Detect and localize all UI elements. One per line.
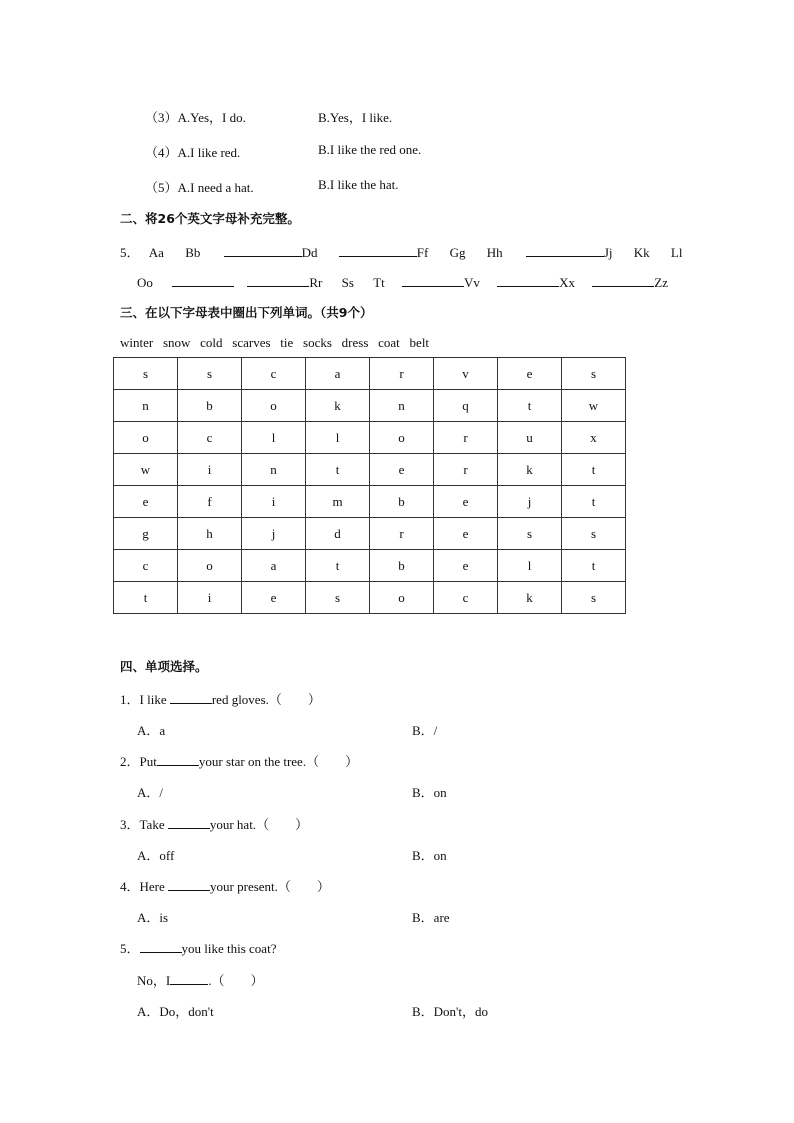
grid-cell[interactable]: a bbox=[306, 358, 370, 390]
question-text: your star on the tree. bbox=[198, 754, 307, 769]
blank-line[interactable] bbox=[247, 273, 309, 287]
grid-row bbox=[114, 390, 626, 422]
grid-cell[interactable]: l bbox=[498, 550, 562, 582]
question-number: 4． bbox=[120, 879, 140, 894]
grid-cell[interactable]: t bbox=[562, 550, 626, 582]
letter-grid bbox=[113, 357, 626, 614]
grid-cell[interactable]: a bbox=[242, 550, 306, 582]
grid-cell[interactable]: b bbox=[370, 550, 434, 582]
question-3 bbox=[120, 814, 308, 833]
prev-option-4a: （4）A.I like red. bbox=[145, 145, 241, 160]
grid-cell[interactable]: m bbox=[306, 486, 370, 518]
grid-cell[interactable]: v bbox=[434, 358, 498, 390]
blank-line[interactable] bbox=[526, 243, 604, 257]
alphabet-line-1 bbox=[120, 242, 682, 261]
question-text: Put bbox=[139, 754, 157, 769]
section2-title: 二、将26个英文字母补充完整。 bbox=[120, 211, 300, 226]
letter-pair: Xx bbox=[559, 275, 576, 290]
prev-option-5a: （5）A.I need a hat. bbox=[145, 180, 254, 195]
grid-cell[interactable]: b bbox=[370, 486, 434, 518]
question-number: 5． bbox=[120, 941, 140, 956]
alphabet-line-2 bbox=[137, 273, 668, 291]
letter-pair: Kk bbox=[633, 245, 650, 260]
letter-pair: Gg bbox=[449, 245, 466, 260]
question-1 bbox=[120, 689, 321, 708]
question-text: No，I bbox=[137, 973, 171, 988]
grid-cell[interactable]: o bbox=[370, 582, 434, 614]
grid-cell[interactable]: c bbox=[178, 422, 242, 454]
grid-row bbox=[114, 454, 626, 486]
grid-cell[interactable]: o bbox=[242, 390, 306, 422]
option-1b: B．/ bbox=[412, 723, 438, 738]
option-5b: B．Don't，do bbox=[412, 1004, 489, 1019]
blank-line[interactable] bbox=[224, 243, 302, 257]
grid-cell[interactable]: i bbox=[178, 582, 242, 614]
grid-cell[interactable]: t bbox=[562, 486, 626, 518]
blank-line[interactable] bbox=[172, 273, 234, 287]
letter-pair: Ll bbox=[670, 245, 683, 260]
question-2 bbox=[120, 751, 358, 770]
grid-cell[interactable]: t bbox=[562, 454, 626, 486]
option-2a: A．/ bbox=[137, 785, 164, 800]
blank-line[interactable] bbox=[497, 273, 559, 287]
grid-cell[interactable]: e bbox=[498, 358, 562, 390]
grid-cell[interactable]: n bbox=[242, 454, 306, 486]
grid-row bbox=[114, 422, 626, 454]
question-text: . bbox=[208, 973, 212, 988]
grid-cell[interactable]: o bbox=[114, 422, 178, 454]
question-number: 1． bbox=[120, 692, 140, 707]
question-number: 2． bbox=[120, 754, 140, 769]
letter-pair: Aa bbox=[148, 245, 164, 260]
blank-line[interactable] bbox=[339, 243, 417, 257]
letter-pair: Ss bbox=[341, 275, 354, 290]
answer-paren[interactable]: （ ） bbox=[268, 692, 321, 707]
grid-cell[interactable]: s bbox=[306, 582, 370, 614]
answer-paren[interactable]: （ ） bbox=[306, 754, 359, 769]
grid-cell[interactable]: f bbox=[178, 486, 242, 518]
word-list: winter snow cold scarves tie socks dress coat belt bbox=[120, 335, 430, 350]
option-3b: B．on bbox=[412, 848, 447, 863]
grid-cell[interactable]: k bbox=[498, 582, 562, 614]
grid-cell[interactable]: t bbox=[306, 550, 370, 582]
section3-title: 三、在以下字母表中圈出下列单词。（共9个） bbox=[120, 305, 373, 320]
grid-cell[interactable]: e bbox=[242, 582, 306, 614]
question-text: Take bbox=[139, 817, 168, 832]
section4-title: 四、单项选择。 bbox=[120, 659, 208, 674]
letter-pair: Bb bbox=[185, 245, 201, 260]
grid-cell[interactable]: s bbox=[498, 518, 562, 550]
grid-cell[interactable]: c bbox=[434, 582, 498, 614]
grid-cell[interactable]: g bbox=[114, 518, 178, 550]
grid-row bbox=[114, 518, 626, 550]
prev-option-4b: B.I like the red one. bbox=[318, 142, 422, 157]
letter-pair: Rr bbox=[309, 275, 323, 290]
grid-cell[interactable]: o bbox=[370, 422, 434, 454]
grid-row bbox=[114, 358, 626, 390]
letter-pair: Oo bbox=[137, 275, 153, 290]
grid-cell[interactable]: e bbox=[370, 454, 434, 486]
grid-cell[interactable]: k bbox=[498, 454, 562, 486]
question-number: 5． bbox=[120, 245, 140, 260]
option-2b: B．on bbox=[412, 785, 447, 800]
prev-option-3b: B.Yes，I like. bbox=[318, 110, 393, 125]
question-4 bbox=[120, 876, 330, 895]
grid-cell[interactable]: t bbox=[114, 582, 178, 614]
letter-pair: Dd bbox=[301, 245, 318, 260]
answer-paren[interactable]: （ ） bbox=[211, 973, 264, 988]
grid-cell[interactable]: n bbox=[370, 390, 434, 422]
answer-blank[interactable] bbox=[140, 939, 182, 953]
answer-paren[interactable]: （ ） bbox=[256, 817, 309, 832]
question-5-line-2 bbox=[137, 970, 263, 989]
answer-paren[interactable]: （ ） bbox=[277, 879, 330, 894]
grid-cell[interactable]: e bbox=[434, 550, 498, 582]
grid-cell[interactable]: e bbox=[434, 486, 498, 518]
grid-cell[interactable]: w bbox=[562, 390, 626, 422]
grid-cell[interactable]: r bbox=[434, 454, 498, 486]
blank-line[interactable] bbox=[402, 273, 464, 287]
grid-cell[interactable]: w bbox=[114, 454, 178, 486]
question-number: 3． bbox=[120, 817, 140, 832]
grid-cell[interactable]: t bbox=[498, 390, 562, 422]
grid-cell[interactable]: e bbox=[114, 486, 178, 518]
grid-cell[interactable]: s bbox=[178, 358, 242, 390]
question-5 bbox=[120, 938, 276, 957]
grid-cell[interactable]: l bbox=[242, 422, 306, 454]
grid-cell[interactable]: s bbox=[562, 518, 626, 550]
option-1a: A．a bbox=[137, 723, 166, 738]
prev-option-5b: B.I like the hat. bbox=[318, 177, 399, 192]
grid-cell[interactable]: e bbox=[434, 518, 498, 550]
question-text: you like this coat? bbox=[181, 941, 277, 956]
grid-cell[interactable]: c bbox=[242, 358, 306, 390]
option-5a: A．Do，don't bbox=[137, 1004, 214, 1019]
grid-cell[interactable]: x bbox=[562, 422, 626, 454]
question-text: red gloves. bbox=[211, 692, 269, 707]
grid-cell[interactable]: u bbox=[498, 422, 562, 454]
grid-cell[interactable]: r bbox=[370, 358, 434, 390]
answer-blank[interactable] bbox=[170, 971, 208, 985]
grid-cell[interactable]: i bbox=[178, 454, 242, 486]
blank-line[interactable] bbox=[592, 273, 654, 287]
grid-cell[interactable]: c bbox=[114, 550, 178, 582]
grid-cell[interactable]: l bbox=[306, 422, 370, 454]
option-4b: B．are bbox=[412, 910, 450, 925]
question-text: your present. bbox=[210, 879, 278, 894]
grid-row bbox=[114, 486, 626, 518]
question-text: Here bbox=[139, 879, 169, 894]
grid-cell[interactable]: h bbox=[178, 518, 242, 550]
prev-option-3a: （3）A.Yes，I do. bbox=[145, 110, 246, 125]
grid-row bbox=[114, 582, 626, 614]
grid-cell[interactable]: s bbox=[562, 582, 626, 614]
grid-cell[interactable]: t bbox=[306, 454, 370, 486]
grid-cell[interactable]: q bbox=[434, 390, 498, 422]
letter-pair: Hh bbox=[486, 245, 503, 260]
grid-cell[interactable]: s bbox=[114, 358, 178, 390]
grid-cell[interactable]: s bbox=[562, 358, 626, 390]
letter-pair: Tt bbox=[373, 275, 385, 290]
option-4a: A．is bbox=[137, 910, 169, 925]
grid-cell[interactable]: b bbox=[178, 390, 242, 422]
grid-cell[interactable]: r bbox=[434, 422, 498, 454]
letter-pair: Jj bbox=[603, 245, 613, 260]
grid-row bbox=[114, 550, 626, 582]
letter-pair: Vv bbox=[464, 275, 480, 290]
answer-blank[interactable] bbox=[170, 690, 212, 704]
letter-pair: Zz bbox=[654, 275, 668, 290]
answer-blank[interactable] bbox=[157, 752, 199, 766]
grid-cell[interactable]: j bbox=[242, 518, 306, 550]
grid-cell[interactable]: k bbox=[306, 390, 370, 422]
grid-cell[interactable]: d bbox=[306, 518, 370, 550]
question-text: I like bbox=[139, 692, 170, 707]
option-3a: A．off bbox=[137, 848, 175, 863]
question-text: your hat. bbox=[209, 817, 257, 832]
grid-cell[interactable]: o bbox=[178, 550, 242, 582]
letter-pair: Ff bbox=[416, 245, 429, 260]
answer-blank[interactable] bbox=[168, 877, 210, 891]
grid-cell[interactable]: i bbox=[242, 486, 306, 518]
grid-cell[interactable]: j bbox=[498, 486, 562, 518]
grid-cell[interactable]: r bbox=[370, 518, 434, 550]
answer-blank[interactable] bbox=[168, 815, 210, 829]
grid-cell[interactable]: n bbox=[114, 390, 178, 422]
